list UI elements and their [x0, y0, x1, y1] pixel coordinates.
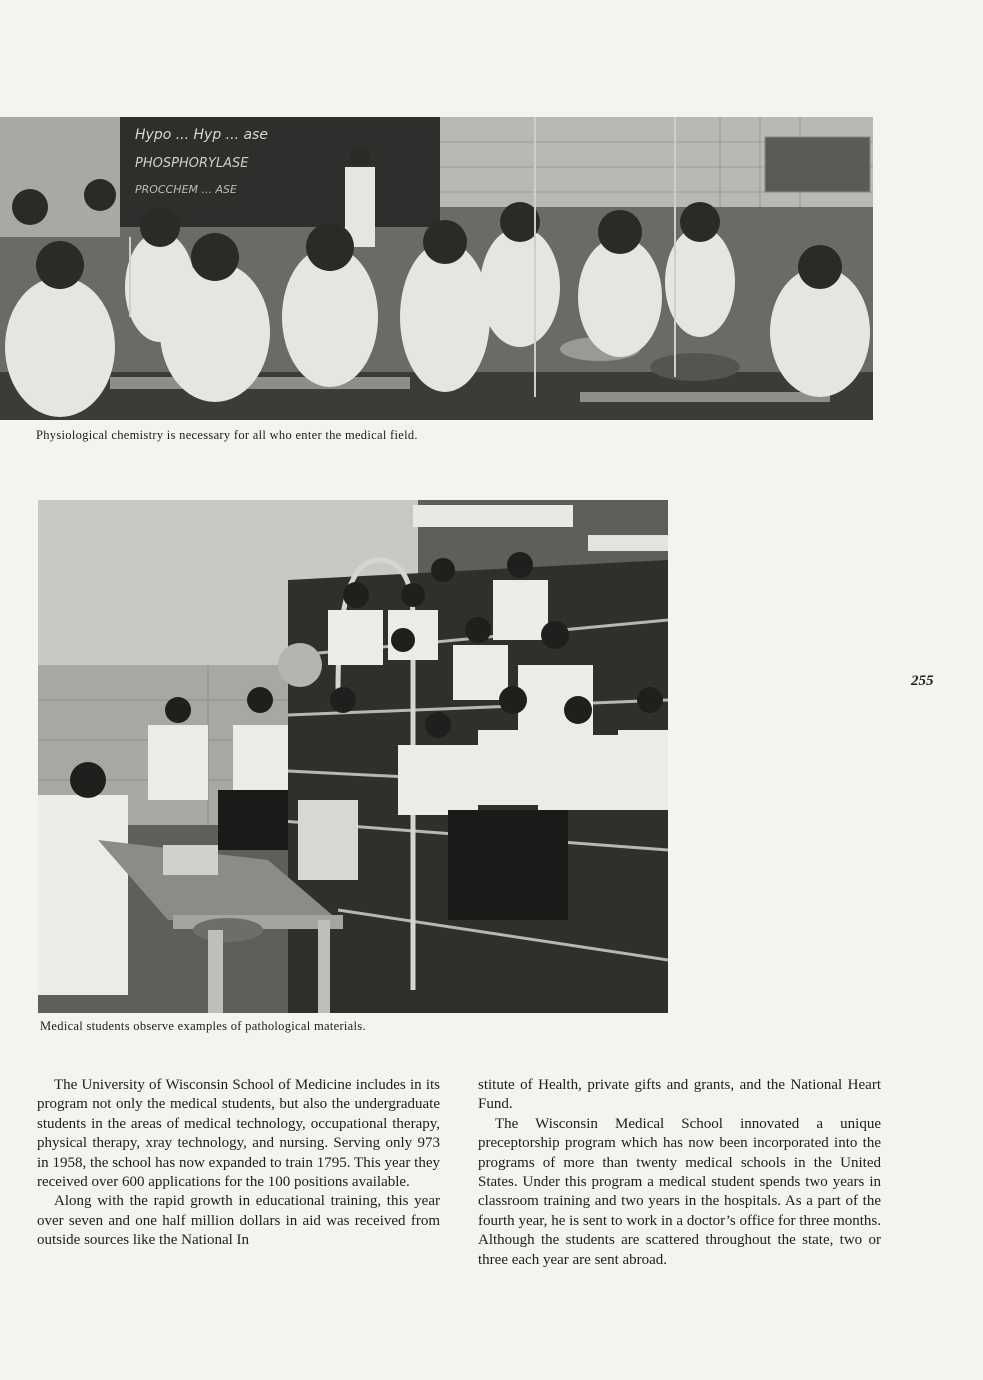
blackboard-text-2: PHOSPHORYLASE: [135, 156, 249, 171]
pathology-amphitheatre-photo: [38, 500, 668, 1013]
top-photo-caption: Physiological chemistry is necessary for all who enter the medical field.: [36, 428, 418, 442]
body-paragraph: stitute of Health, private gifts and grants, and the National Heart Fund.: [478, 1077, 881, 1113]
body-paragraph: The University of Wisconsin School of Medicine includes in its program not only the medical students, but also the undergraduate students in the areas of medical technology, occupational therapy, physical therapy, xray technology, and nursing. Serving only 973 in 1958, the school has now expanded to train 1795. This year they received over 600 applications for the 100 positions available.: [37, 1077, 440, 1191]
page-number: 255: [911, 673, 934, 689]
pathology-amphitheatre-photo-graphic: [38, 500, 668, 1013]
bottom-photo-caption: Medical students observe examples of pathological materials.: [40, 1019, 366, 1033]
blackboard-text-3: PROCCHEM ... ASE: [135, 183, 237, 196]
body-paragraph: The Wisconsin Medical School innovated a unique preceptorship program which has now been incorporated into the programs of more than twenty medical schools in the United States. Under this program a medical student spends two years in classroom training and two years in the hospitals. As a part of the fourth year, he is sent to work in a doctor’s office for three months. Although the students are scattered throughout the state, two or three each year are sent abroad.: [478, 1115, 881, 1268]
lab-classroom-photo: [0, 117, 873, 420]
body-paragraph: Along with the rapid growth in educational training, this year over seven and one half million dollars in aid was received from outside sources like the National In: [37, 1193, 440, 1249]
lab-classroom-photo-graphic: [0, 117, 873, 420]
body-column-right: [478, 1076, 881, 1270]
body-column-left: [37, 1076, 440, 1251]
blackboard-text-1: Hypo ... Hyp ... ase: [135, 127, 268, 143]
